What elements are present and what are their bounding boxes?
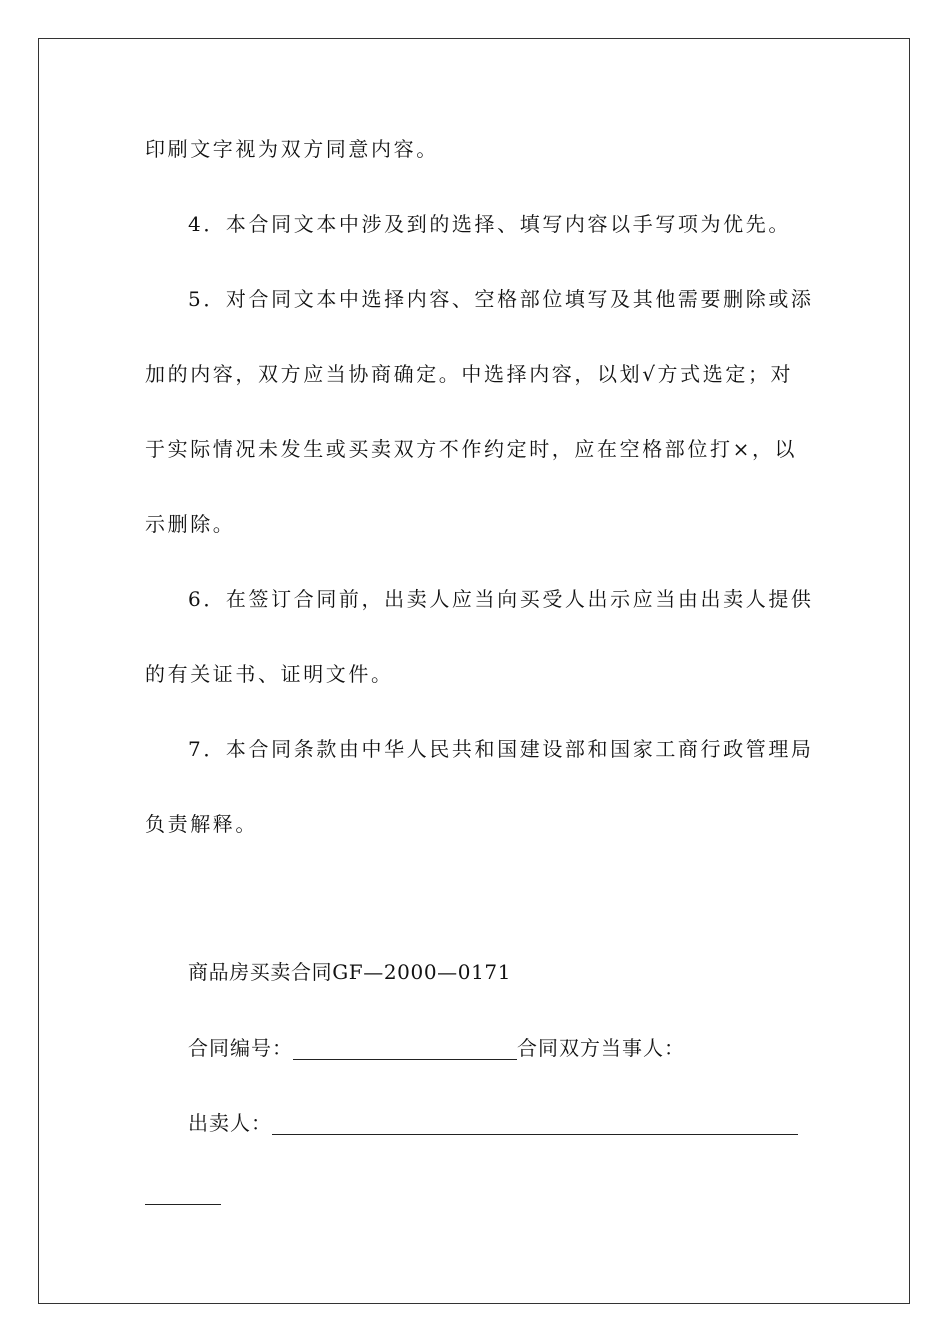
contract-title: 商品房买卖合同GF—2000—0171 (188, 960, 512, 984)
paragraph-line: 7．本合同条款由中华人民共和国建设部和国家工商行政管理局 (188, 737, 814, 761)
paragraph-line: 示删除。 (145, 512, 236, 536)
seller-blank-continuation[interactable] (145, 1204, 221, 1205)
paragraph-line: 5．对合同文本中选择内容、空格部位填写及其他需要删除或添 (188, 287, 814, 311)
parties-label: 合同双方当事人： (517, 1036, 685, 1060)
contract-number-label: 合同编号： (188, 1036, 293, 1060)
paragraph-line: 加的内容，双方应当协商确定。中选择内容，以划√方式选定；对 (145, 362, 794, 386)
seller-label: 出卖人： (188, 1111, 272, 1135)
contract-number-blank[interactable] (293, 1041, 517, 1060)
paragraph-line: 的有关证书、证明文件。 (145, 662, 394, 686)
paragraph-line: 6．在签订合同前，出卖人应当向买受人出示应当由出卖人提供 (188, 587, 814, 611)
seller-row (188, 1111, 798, 1135)
paragraph-line: 4．本合同文本中涉及到的选择、填写内容以手写项为优先。 (188, 212, 791, 236)
paragraph-line: 负责解释。 (145, 812, 258, 836)
contract-number-row (188, 1036, 685, 1060)
paragraph-line: 印刷文字视为双方同意内容。 (145, 137, 439, 161)
seller-blank[interactable] (272, 1116, 798, 1135)
paragraph-line: 于实际情况未发生或买卖双方不作约定时，应在空格部位打×，以 (145, 437, 798, 461)
